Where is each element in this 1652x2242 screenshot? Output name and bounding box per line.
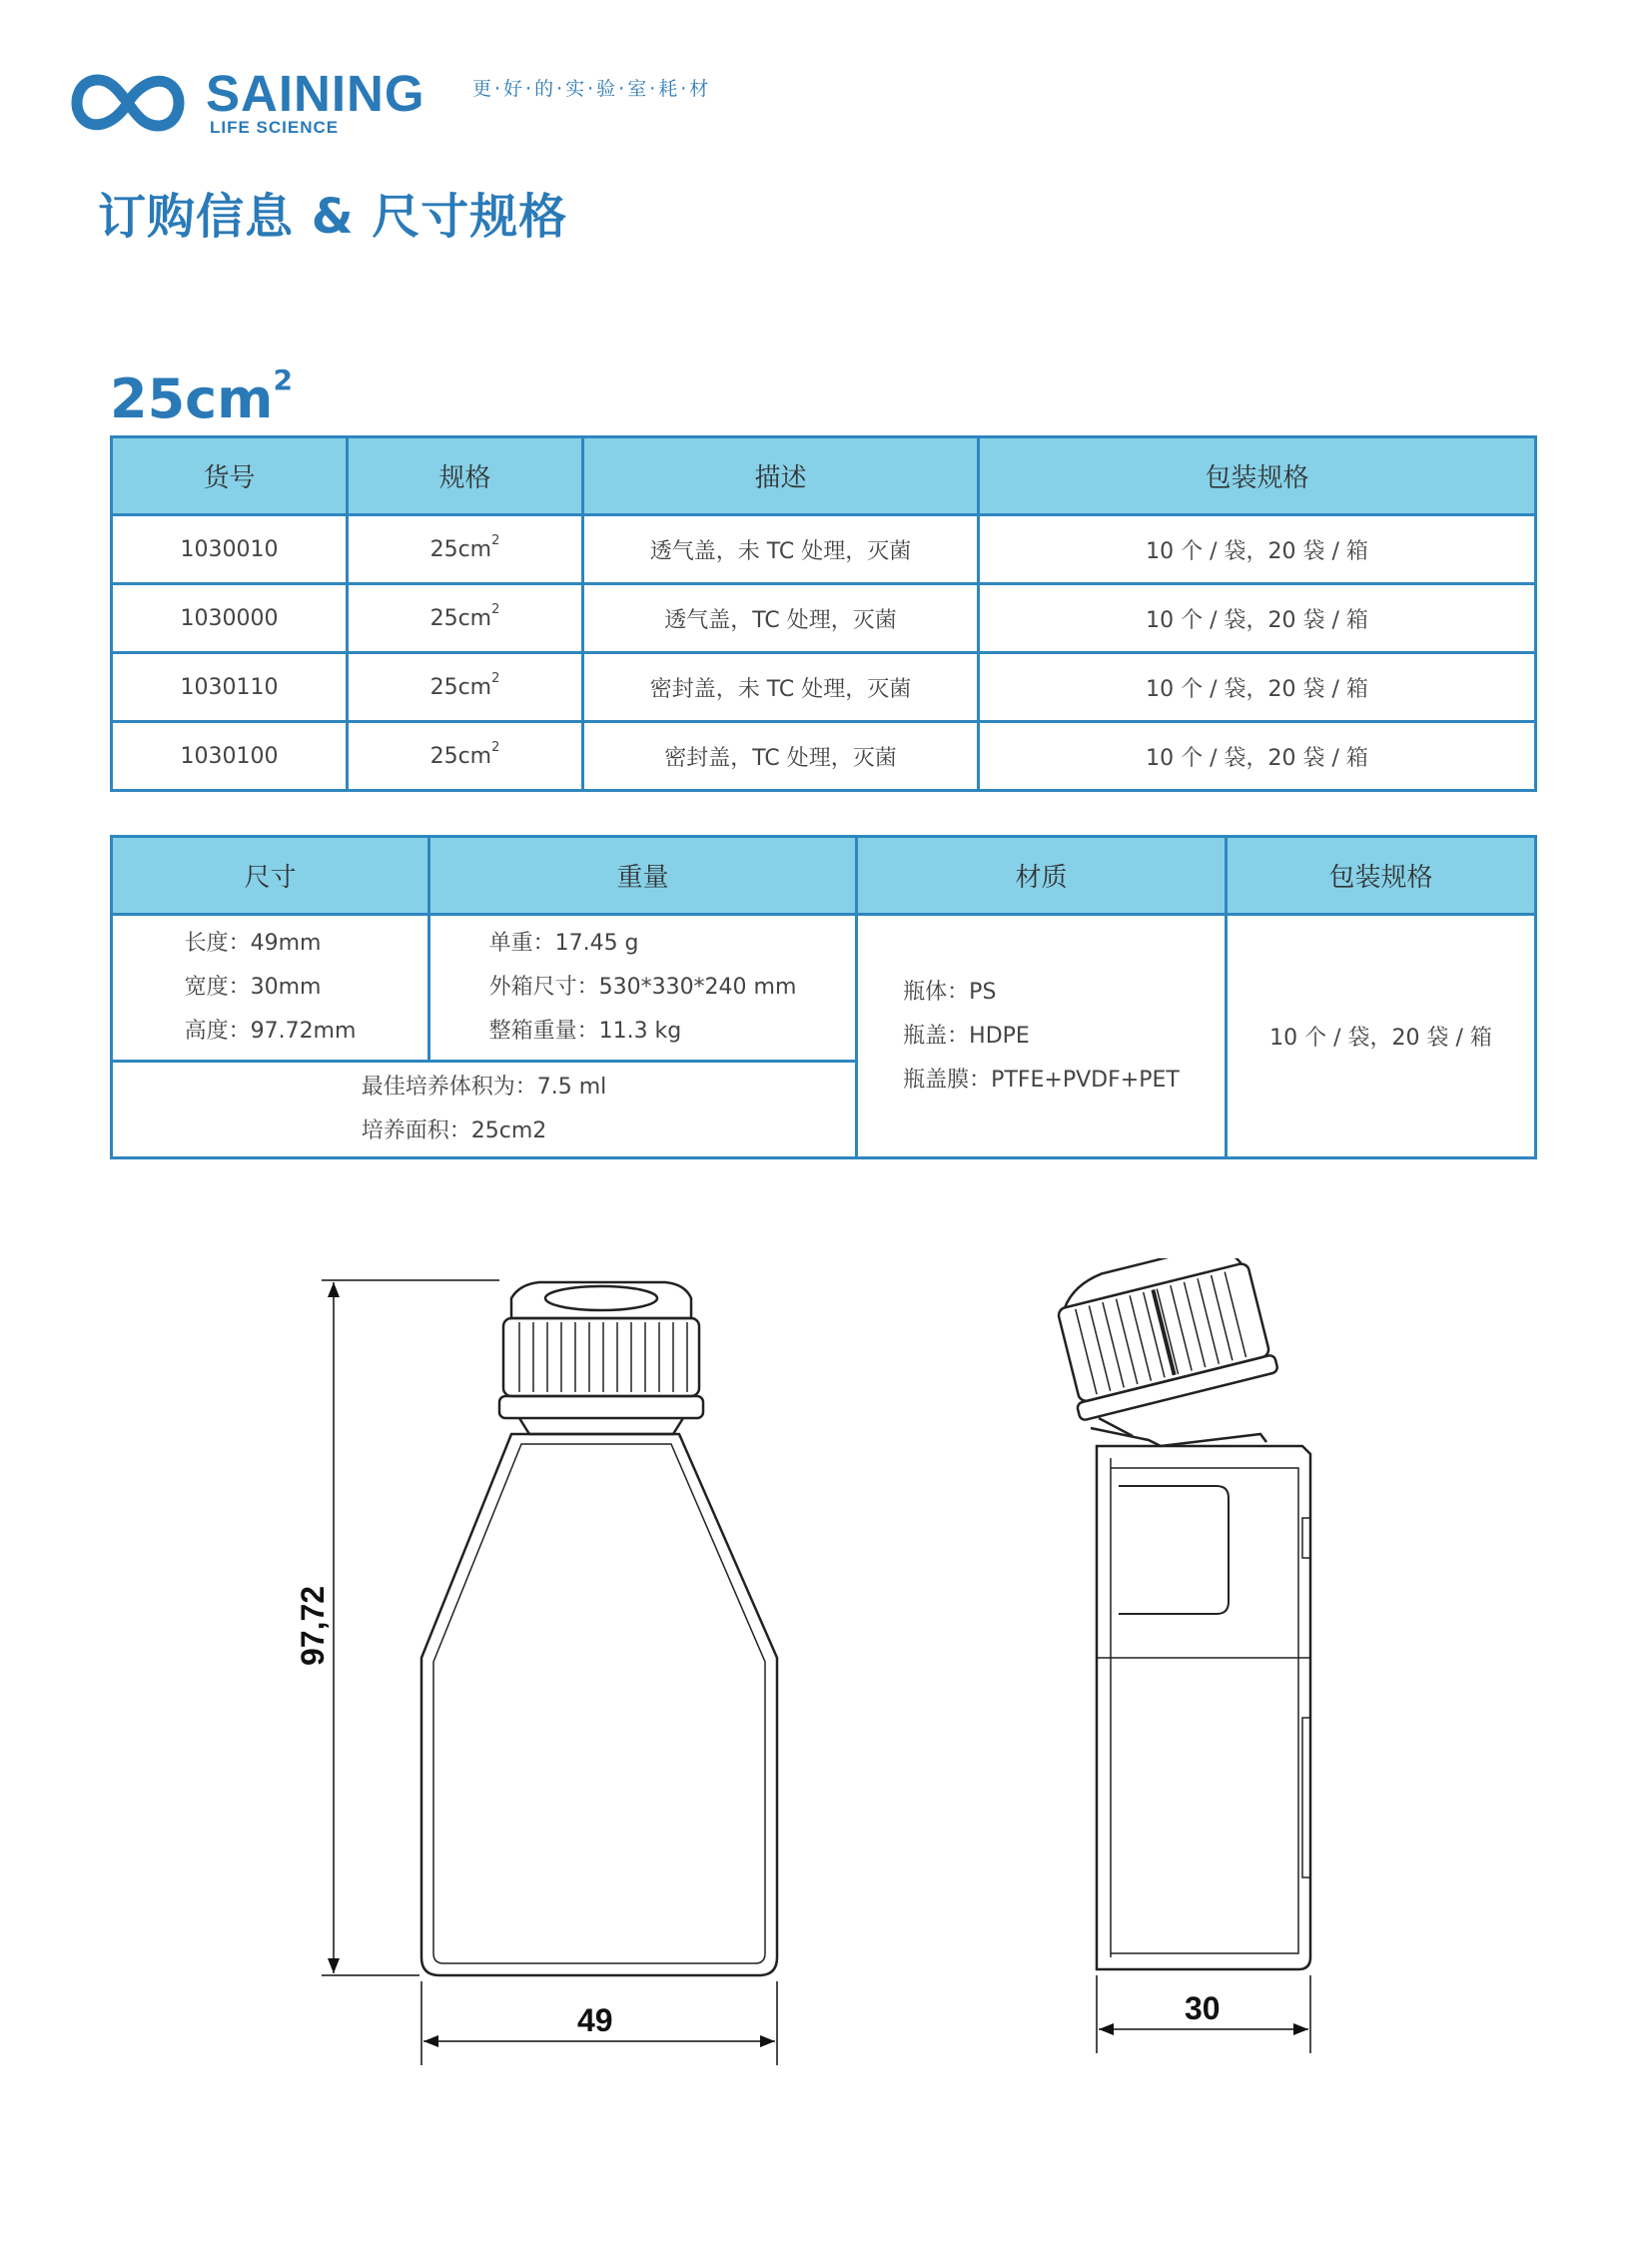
cell-code: 1030010 xyxy=(112,515,348,584)
cell-pack: 10 个 / 袋，20 袋 / 箱 xyxy=(979,584,1536,653)
section-title xyxy=(110,364,293,430)
page-title: 订购信息 & 尺寸规格 xyxy=(98,189,568,245)
size-width: 宽度：30mm xyxy=(184,975,322,1000)
cell-spec xyxy=(348,653,583,722)
header-weight: 重量 xyxy=(429,837,857,915)
cell-spec xyxy=(348,722,583,791)
material-cap: 瓶盖：HDPE xyxy=(903,1023,1030,1049)
brand-subtitle: LIFE SCIENCE xyxy=(210,118,340,137)
size-length: 长度：49mm xyxy=(184,931,322,956)
culture-list xyxy=(362,1066,607,1153)
cell-material xyxy=(857,915,1227,1158)
cell-spec xyxy=(348,584,583,653)
spec-text: 25cm xyxy=(429,605,492,631)
header-pack: 包装规格 xyxy=(1227,837,1536,915)
brand-tagline: 更·好·的·实·验·室·耗·材 xyxy=(472,78,712,100)
header-size: 尺寸 xyxy=(112,837,429,915)
weight-carton: 整箱重量：11.3 kg xyxy=(488,1019,682,1044)
spec-text: 25cm xyxy=(429,674,492,700)
material-list xyxy=(903,971,1180,1103)
material-membrane: 瓶盖膜：PTFE+PVDF+PET xyxy=(903,1067,1180,1093)
header-pack: 包装规格 xyxy=(979,437,1536,515)
header-spec: 规格 xyxy=(348,437,583,515)
spec-sup: 2 xyxy=(491,739,500,755)
cell-desc: 密封盖，TC 处理，灭菌 xyxy=(583,722,979,791)
table-row xyxy=(112,584,1536,653)
table-row xyxy=(112,915,1536,1062)
header-code: 货号 xyxy=(112,437,348,515)
depth-dimension-label: 30 xyxy=(1185,1990,1221,2026)
width-dimension-label: 49 xyxy=(577,2002,613,2038)
saining-logo-icon xyxy=(68,68,188,138)
cell-culture xyxy=(112,1062,857,1158)
table-row xyxy=(112,653,1536,722)
cell-spec xyxy=(348,515,583,584)
flask-front-view xyxy=(421,1282,777,1975)
cell-pack: 10 个 / 袋，20 袋 / 箱 xyxy=(1227,915,1536,1158)
flask-side-view xyxy=(1048,1258,1310,1969)
table-row xyxy=(112,722,1536,791)
spec-text: 25cm xyxy=(429,743,492,769)
order-table xyxy=(110,435,1537,792)
spec-sup: 2 xyxy=(491,532,500,548)
cell-desc: 透气盖，未 TC 处理，灭菌 xyxy=(583,515,979,584)
weight-list xyxy=(489,922,797,1054)
brand-name: SAINING xyxy=(206,65,425,122)
flask-technical-drawing xyxy=(0,1258,1652,2117)
section-title-text: 25cm xyxy=(110,368,274,430)
cell-pack: 10 个 / 袋，20 袋 / 箱 xyxy=(979,722,1536,791)
cell-code: 1030100 xyxy=(112,722,348,791)
detail-table-header xyxy=(112,837,1536,915)
cell-desc: 密封盖，未 TC 处理，灭菌 xyxy=(583,653,979,722)
size-list xyxy=(185,922,357,1054)
weight-carton-size: 外箱尺寸：530*330*240 mm xyxy=(488,975,797,1000)
cell-desc: 透气盖，TC 处理，灭菌 xyxy=(583,584,979,653)
height-dimension-label: 97,72 xyxy=(295,1585,331,1666)
order-table-header xyxy=(112,437,1536,515)
header-material: 材质 xyxy=(857,837,1227,915)
header-desc: 描述 xyxy=(583,437,979,515)
section-title-sup: 2 xyxy=(273,364,293,396)
spec-sup: 2 xyxy=(491,601,500,617)
table-row xyxy=(112,515,1536,584)
detail-table xyxy=(110,835,1537,1159)
cell-code: 1030000 xyxy=(112,584,348,653)
spec-text: 25cm xyxy=(429,536,492,562)
weight-unit: 单重：17.45 g xyxy=(488,931,639,956)
page-header xyxy=(68,58,867,148)
cell-pack: 10 个 / 袋，20 袋 / 箱 xyxy=(979,653,1536,722)
cell-size xyxy=(112,915,429,1062)
spec-sup: 2 xyxy=(491,670,500,686)
culture-area: 培养面积：25cm2 xyxy=(361,1119,547,1143)
culture-volume: 最佳培养体积为：7.5 ml xyxy=(361,1075,607,1100)
cell-weight xyxy=(429,915,857,1062)
front-dimensions xyxy=(322,1280,777,2065)
cell-pack: 10 个 / 袋，20 袋 / 箱 xyxy=(979,515,1536,584)
size-height: 高度：97.72mm xyxy=(184,1019,357,1044)
cell-code: 1030110 xyxy=(112,653,348,722)
material-body: 瓶体：PS xyxy=(903,979,997,1005)
